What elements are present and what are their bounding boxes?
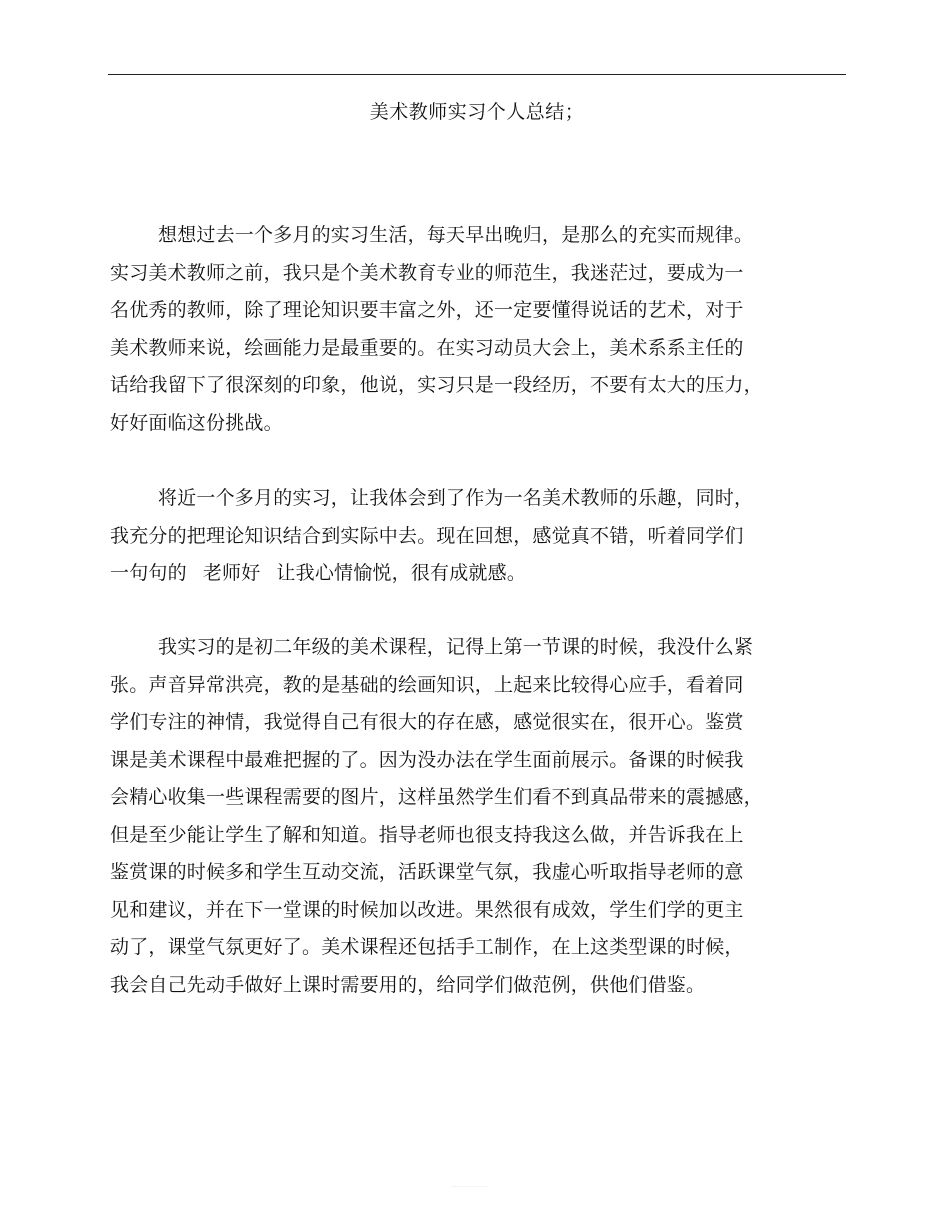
- paragraph-line: 我充分的把理论知识结合到实际中去。现在回想，感觉真不错，听着同学们: [110, 524, 744, 547]
- paragraph-line: 学们专注的神情，我觉得自己有很大的存在感，感觉很实在，很开心。鉴赏: [110, 711, 744, 733]
- paragraph-line: 鉴赏课的时候多和学生互动交流，活跃课堂气氛，我虚心听取指导老师的意: [110, 861, 744, 883]
- header-rule: [108, 74, 846, 75]
- paragraph-3: [110, 629, 796, 1004]
- paragraph-line: 会精心收集一些课程需要的图片，这样虽然学生们看不到真品带来的震撼感，: [110, 786, 763, 808]
- paragraph-line: 但是至少能让学生了解和知道。指导老师也很支持我这么做，并告诉我在上: [110, 823, 744, 846]
- footer-dotted-mark: [452, 1186, 488, 1187]
- paragraph-line: 将近一个多月的实习，让我体会到了作为一名美术教师的乐趣，同时，: [158, 487, 754, 509]
- paragraph-line: 课是美术课程中最难把握的了。因为没办法在学生面前展示。备课的时候我: [110, 748, 744, 771]
- paragraph-line: 话给我留下了很深刻的印象，他说，实习只是一段经历，不要有太大的压力，: [110, 374, 763, 396]
- paragraph-line: 张。声音异常洪亮，教的是基础的绘画知识，上起来比较得心应手，看着同: [110, 673, 744, 696]
- paragraph-line: 我会自己先动手做好上课时需要用的，给同学们做范例，供他们借鉴。: [110, 973, 706, 996]
- text-fragment: 让我心情愉悦，很有成就感。: [276, 562, 527, 584]
- quoted-greeting: 老师好: [202, 562, 261, 584]
- paragraph-line: 想想过去一个多月的实习生活，每天早出晚归，是那么的充实而规律。: [158, 224, 754, 246]
- paragraph-line: [110, 555, 796, 593]
- paragraph-line: 实习美术教师之前，我只是个美术教育专业的师范生，我迷茫过，要成为一: [110, 261, 744, 284]
- paragraph-line: 动了，课堂气氛更好了。美术课程还包括手工制作，在上这类型课的时候，: [110, 936, 744, 958]
- document-title: 美术教师实习个人总结；: [369, 101, 585, 123]
- paragraph-line: 好好面临这份挑战。: [110, 411, 283, 434]
- text-fragment: 一句句的: [110, 562, 187, 584]
- paragraph-line: 名优秀的教师，除了理论知识要丰富之外，还一定要懂得说话的艺术，对于: [110, 299, 744, 321]
- paragraph-line: 我实习的是初二年级的美术课程，记得上第一节课的时候，我没什么紧: [158, 636, 754, 658]
- paragraph-2: [110, 480, 796, 593]
- paragraph-line: 见和建议，并在下一堂课的时候加以改进。果然很有成效，学生们学的更主: [110, 898, 744, 921]
- paragraph-1: [110, 217, 796, 442]
- paragraph-line: 美术教师来说，绘画能力是最重要的。在实习动员大会上，美术系系主任的: [110, 336, 744, 359]
